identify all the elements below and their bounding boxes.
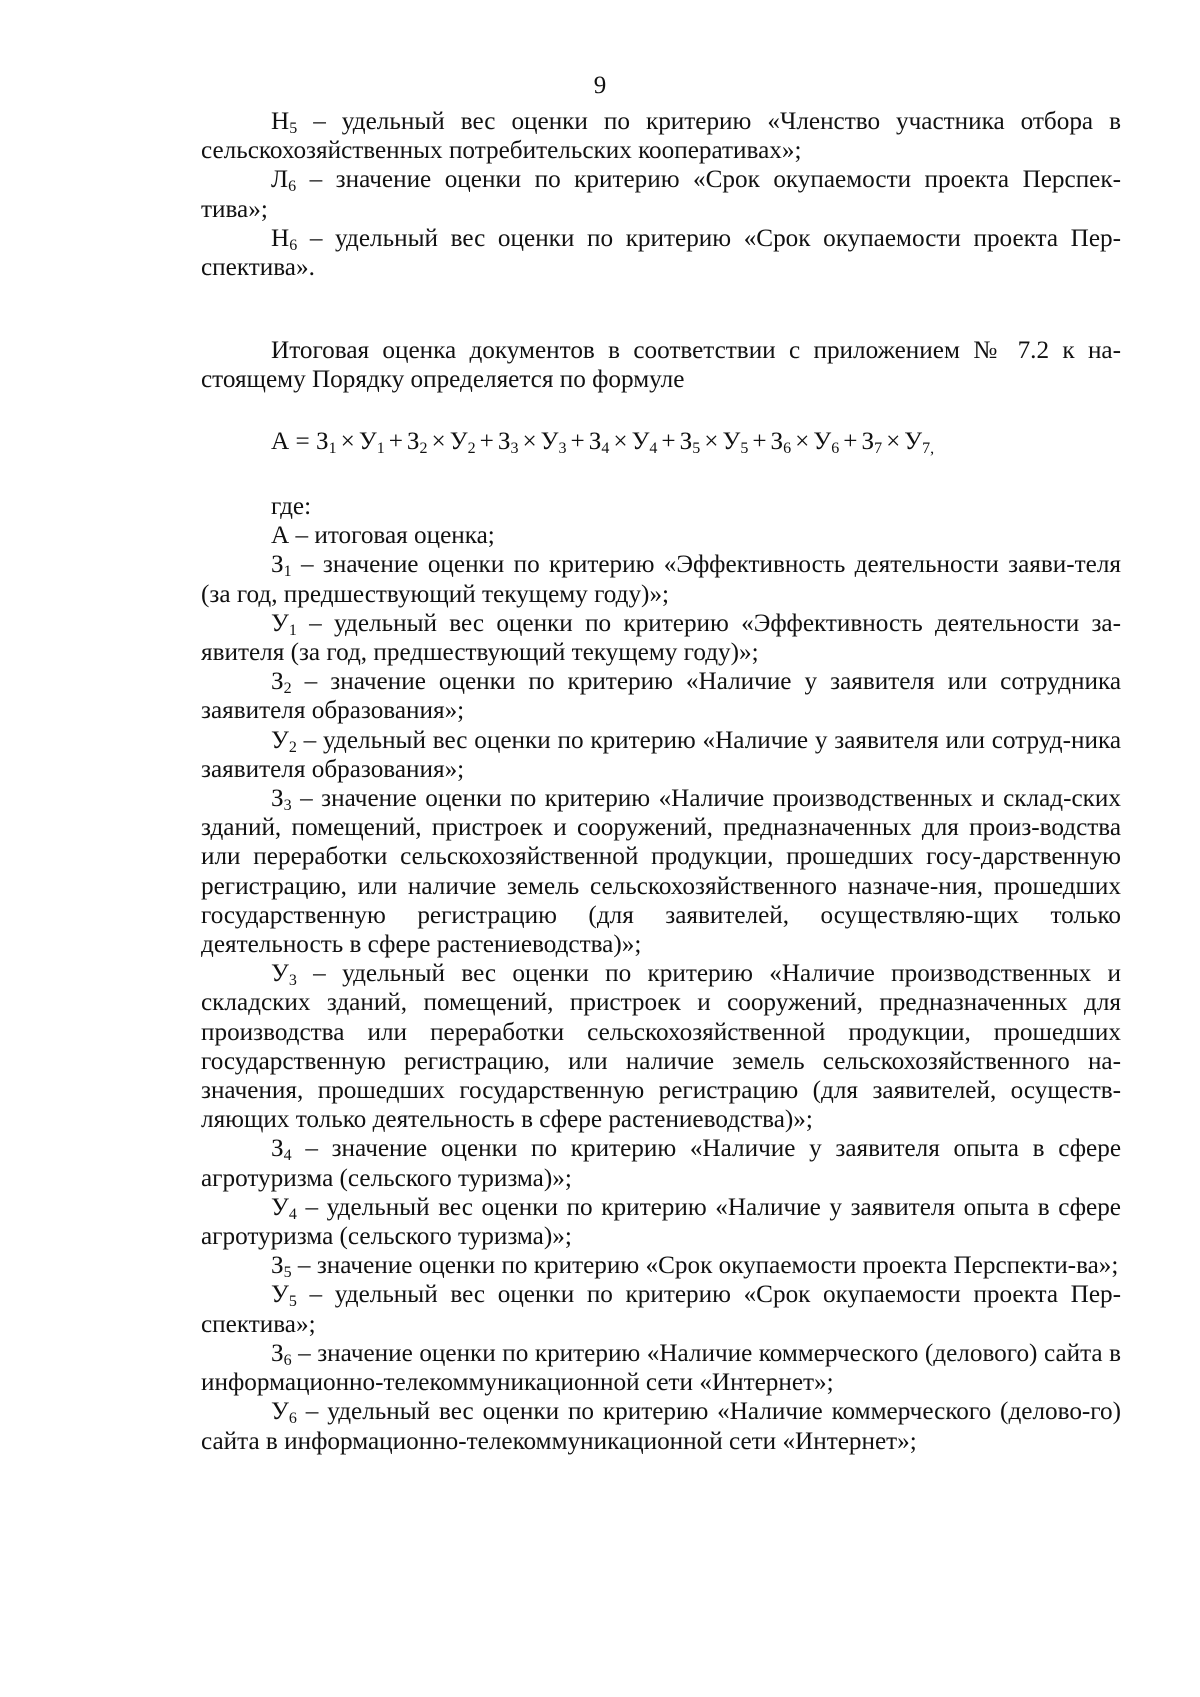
intro-paragraph: Итоговая оценка документов в соответствии с приложением № 7.2 к на-стоящему Порядку определяется по формуле [201, 337, 1121, 394]
formula-terms [316, 428, 934, 455]
formula-term: $З_6 \times У_6$ [770, 428, 840, 457]
definition-item: $У_6$ – удельный вес оценки по критерию «Наличие коммерческого (делово-го) сайта в информационно-телекоммуникационной сети «Интернет»; [201, 1398, 1121, 1455]
a-definition: А – итоговая оценка; [271, 522, 495, 550]
intro-block [201, 336, 1121, 394]
definition-item: $У_4$ – удельный вес оценки по критерию «Наличие у заявителя опыта в сфере агротуризма (сельского туризма)»; [201, 1193, 1121, 1251]
formula-plus: + [752, 428, 767, 455]
formula-term: $З_7 \times У_{7,}$ [861, 428, 935, 457]
formula-term: $З_3 \times У_3$ [497, 428, 567, 457]
formula-term: $З_1 \times У_1$ [316, 428, 385, 457]
formula-term: $З_2 \times У_2$ [406, 428, 476, 457]
definitions-block [201, 492, 1121, 1456]
formula-plus: + [479, 428, 494, 455]
definition-item: $З_4$ – значение оценки по критерию «Наличие у заявителя опыта в сфере агротуризма (сельского туризма)»; [201, 1135, 1121, 1192]
page-number: 9 [593, 72, 607, 99]
top-definitions [201, 107, 1121, 282]
definition-l6: $Л_6$ – значение оценки по критерию «Срок окупаемости проекта Перспек-тива»; [201, 166, 1121, 223]
definition-item: $З_5$ – значение оценки по критерию «Срок окупаемости проекта Перспекти-ва»; [271, 1252, 1119, 1282]
definition-item: $У_1$ – удельный вес оценки по критерию «Эффективность деятельности за-явителя (за год, предшествующий текущему году)»; [201, 609, 1121, 667]
formula-term: $З_4 \times У_4$ [588, 428, 658, 457]
formula-plus: + [570, 428, 585, 455]
definition-item: $З_2$ – значение оценки по критерию «Наличие у заявителя или сотрудника заявителя образования»; [201, 668, 1121, 725]
where-label: где: [271, 493, 312, 520]
formula-plus: + [388, 428, 403, 455]
formula-term: $З_5 \times У_5$ [679, 428, 749, 457]
definition-item: $У_2$ – удельный вес оценки по критерию «Наличие у заявителя или сотруд-ника заявителя образования»; [201, 726, 1121, 783]
definition-h5: $Н_5$ – удельный вес оценки по критерию «Членство участника отбора в сельскохозяйственных потребительских кооперативах»; [201, 108, 1121, 165]
definitions-list [201, 550, 1121, 1455]
definition-h6: $Н_6$ – удельный вес оценки по критерию «Срок окупаемости проекта Пер-спектива». [201, 224, 1121, 282]
formula-plus: + [843, 428, 858, 455]
total-score-formula: $А = З_1 \times У_1 + З_2 \times У_2 + З_3 \times У_3 + З_4 \times У_4 + З_5 \times У_5 + З_6 \times У_6 + З_7 \times У_{7,}$ [271, 428, 935, 457]
definition-item: $З_6$ – значение оценки по критерию «Наличие коммерческого (делового) сайта в информационно-телекоммуникационной сети «Интернет»; [201, 1339, 1121, 1397]
definition-item: $У_5$ – удельный вес оценки по критерию «Срок окупаемости проекта Пер-спектива»; [201, 1281, 1121, 1338]
definition-item: $З_3$ – значение оценки по критерию «Наличие производственных и склад-ских зданий, помещений, пристроек и сооружений, предназначенных для произ-водства или переработки сельскохозяйственной продукции, прошедших госу-дарственную регистрацию, или наличие земель сельскохозяйственного назначе-ния, прошедших государственную регистрацию (для заявителей, осуществляю-щих только деятельность в сфере растениеводства)»; [201, 785, 1121, 959]
formula-plus: + [661, 428, 676, 455]
definition-item: $З_1$ – значение оценки по критерию «Эффективность деятельности заяви-теля (за год, предшествующий текущему году)»; [201, 551, 1121, 608]
definition-item: $У_3$ – удельный вес оценки по критерию «Наличие производственных и складских зданий, помещений, пристроек и сооружений, предназначенных для производства или переработки сельскохозяйственной продукции, прошедших государственную регистрацию, или наличие земель сельскохозяйственного на-значения, прошедших государственную регистрацию (для заявителей, осуществ-ляющих только деятельность в сфере растениеводства)»; [201, 960, 1121, 1134]
